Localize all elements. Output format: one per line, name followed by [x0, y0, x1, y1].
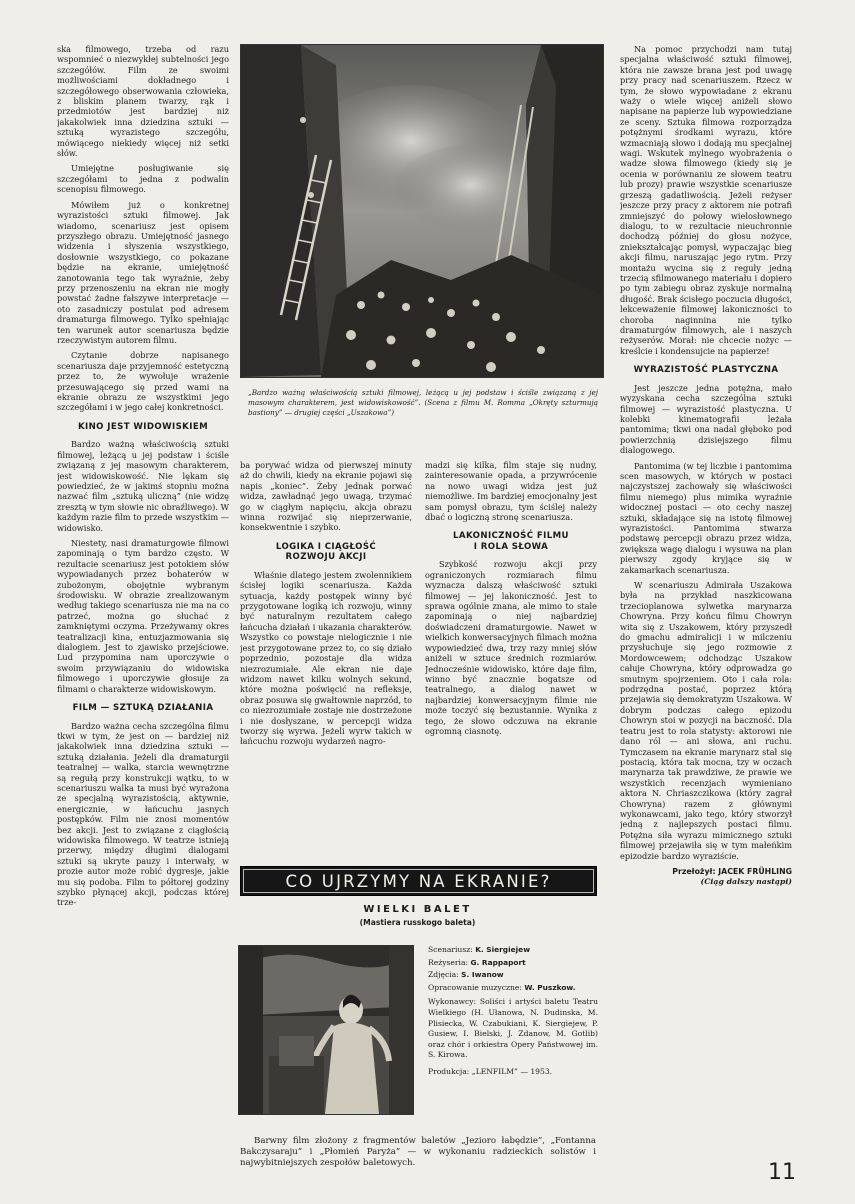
battle-scene-image — [241, 45, 603, 377]
section-heading: KINO JEST WIDOWISKIEM — [77, 421, 209, 432]
section-heading-line: LAKONICZNOŚĆ FILMU — [453, 531, 569, 542]
credit-camera — [428, 970, 598, 981]
paragraph: Na pomoc przychodzi nam tutaj specjalna właściwość sztuki filmowej, która nie zawsze brana jest pod uwagę przy pracy nad scenariuszem. Rzecz w tym, że słowo wypowiadane z ekranu waży o wiele więcej aniżeli słowo napisane na papierze lub wypowiedziane ze sceny. Sztuka filmowa rozporządza potężnymi środkami wyrazu, które wzmacniają słowo i dodają mu specjalnej wagi. Wskutek mylnego wyobrażenia o wadze słowa filmowego (kiedy się je ocenia w porównaniu ze słowem teatru lub prozy) prawie wszystkie scenariusze grzeszą gadatliwością. Jeżeli reżyser jeszcze przy pracy z aktorem nie potrafi zmniejszyć do połowy wielosłownego dialogu, to w rezultacie nieuchronnie dochodzą później do głosu nożyce, zniekształcając pomysł, wypaczając bieg akcji filmu, naruszając jego rytm. Przy montażu wycina się z reguły jedną trzecią sfilmowanego materiału i dopiero po tym zabiegu obraz zyskuje normalną długość. Brak ścisłego poczucia długości, lekceważenie filmowej lakoniczności to choroba naginnina nie tylko dramaturgów filmowych, ale i naszych reżyserów. Morał: nie chcecie nożyc — kreślcie i kondensujcie na papierze! — [620, 44, 792, 356]
continued-note: (Ciąg dalszy nastąpi) — [700, 877, 792, 887]
paragraph: Bardzo ważną właściwością sztuki filmowej, leżącą u jej podstaw i ściśle związaną z jej masowym charakterem, jest widowiskowość. Nie lękam się powiedzieć, że w jakimś stopniu można nazwać film „sztuką uliczną” (nie widzę zresztą w tym słowie nic obraźliwego). W każdym razie film to przede wszystkim — widowisko. — [57, 439, 229, 533]
credit-value: S. Iwanow — [461, 970, 504, 980]
column-2b — [425, 460, 597, 860]
photo-caption: „Bardzo ważną właściwością sztuki filmowej, leżącą u jej podstaw i ściśle związaną z jej masowym charakterem, jest widowiskowość”. (Scena z filmu M. Romma „Okręty szturmują bastiony” — drugiej części „Uszakowa”) — [248, 388, 598, 417]
paragraph: Pantomima (w tej liczbie i pantomima scen masowych, w których w postaci najczystszej zachowały się właściwości filmu niemego) plus mimika wyraźnie widocznej postaci — oto cechy naszej sztuki, składające się na istotę filmowej wyrazistości. Pantomima stwarza podstawę percepcji obrazu przez widza, zwiększa wagę dialogu i wysuwa na plan pierwszy zgody kryjące się w zakamarkach scenariusza. — [620, 460, 792, 575]
credit-label: Scenariusz: — [428, 945, 476, 954]
paragraph: madzi się kilka, film staje się nudny, zainteresowanie opada, a przywrócenie na nowo uwagi widza jest już niemożliwe. Im bardziej emocjonalny jest sam pomysł obrazu, tym ściślej należy dbać o logiczną stronę scenariusza. — [425, 460, 597, 523]
film-title: WIELKI BALET — [363, 904, 472, 915]
credit-cast: Wykonawcy: Soliści i artyści baletu Teatru Wielkiego (H. Ułanowa, N. Dudinska, M. Plisiecka, W. Czabukiani, K. Siergiejew, P. Gusiew, I. Bielski, J. Zdanow, M. Gotlib) oraz chór i orkiestra Opery Państwowej im. S. Kirowa. — [428, 997, 598, 1060]
paragraph: ska filmowego, trzeba od razu wspomnieć o niezwykłej subtelności jego szczegółów. Film ze swoimi możliwościami dokładnego i szczegółowego obserwowania człowieka, z bliskim planem twarzy, rąk i przedmiotów jest bardziej niż jakakolwiek inna dziedzina sztuki — sztuką wyrazistego szczegółu, mówiącego niekiedy więcej niż setki słów. — [57, 44, 229, 159]
section-heading: WYRAZISTOŚĆ PLASTYCZNA — [633, 365, 779, 376]
paragraph: Bardzo ważna cecha szczególna filmu tkwi w tym, że jest on — bardziej niż jakakolwiek inna dziedzina sztuki — sztuką działania. Jeżeli dla dramaturgii teatralnej — walka, starcia wewnętrzne są regułą przy konstrukcji wątku, to w scenariuszu walka ta musi być wyrażona ze specjalną wyrazistością, aktywnie, energicznie, w łańcuchu jasnych postępków. Film nie znosi momentów bez akcji. Jest to związane z ciągłością widowiska filmowego. W teatrze istnieją przerwy, między długimi dialogami sztuki są ukryte pauzy i interwały, w prozie autor może robić dygresje, jakie mu się podoba. Film to półtorej godziny szybko płynącej akcji, podczas której trze- — [57, 720, 229, 908]
paragraph: Niestety, nasi dramaturgowie filmowi zapominają o tym bardzo często. W rezultacie scenariusz jest potokiem słów wypowiadanych przez bohaterów w zubożonym, obojętnie wybranym środowisku. W obrazie zrealizowanym według takiego scenariusza nie ma na co patrzeć, można go słuchać z zamkniętymi oczyma. Przeżywamy okres teatralizacji kina, entuzjazmowania się dialogiem. Jest to zjawisko przejściowe. Lud przypomina nam uporczywie o swoim przywiązaniu do widowiska filmowego i uporczywie głosuje za filmami o charakterze widowiskowym. — [57, 537, 229, 694]
paragraph: W scenariuszu Admirała Uszakowa była na przykład naszkicowana trzecioplanowa sylwetka marynarza Chowryna. Przy końcu filmu Chowryn wita się z Uszakowem, który przyszedł do gmachu admiralicji i w milczeniu przysłuchuje się jego rozmowie z Mordowcewem; odchodząc Uszakow całuje Chowryna, który odprowadza go smutnym spojrzeniem. Oto i cała rola: podrzędna postać, poprzez którą przejawia się demokratyzm Uszakowa. W dobrym podczas całego epizodu Chowryn stoi w pozycji na baczność. Dla teatru jest to rola statysty: aktorowi nie dano ról — ani słowa, ani ruchu. Tymczasem na ekranie marynarz stał się postacią, która tak mocna, tzy w oczach marynarza tak prawdziwe, że prawie we wszystkich recenzjach wymieniano aktora N. Chriaszczikowa (który zagrał Chowryna) razem z głównymi wykonawcami, jako tego, który stworzył jedną z najlepszych postaci filmu. Potężna siła wyrazu mimicznego sztuki filmowej przejawiła się w tym małeńkim epizodzie bardzo wyraziście. — [620, 580, 792, 861]
column-1 — [57, 44, 229, 1182]
paragraph: Umiejętne posługiwanie się szczegółami to jedna z podwalin scenopisu filmowego. — [57, 163, 229, 195]
credit-label: Zdjęcia: — [428, 970, 462, 980]
paragraph: Właśnie dlatego jestem zwolennikiem ścisłej logiki scenariusza. Każda sytuacja, każdy postępek winny być przygotowane logiką ich rozwoju, winny być naturalnym rezultatem całego łańcucha działań i ukazania charakterów. Wszystko co powstaje nielogicznie i nie jest przygotowane przez to, co się działo poprzednio, pozostaje dla widza niezrozumiałe. Ale ekran nie daje widzom nawet kilku wolnych sekund, które można poświęcić na refleksje, obraz posuwa się gwałtownie naprzód, to co niezrozumiałe zostaje nie dostrzeżone i nie dosłyszane, w percepcji widza tworzy się wyrwa. Jeżeli wyrw takich w łańcuchu rozwoju wydarzeń nagro- — [240, 569, 412, 747]
battle-scene-photo — [240, 44, 604, 378]
credit-scenario — [428, 945, 598, 956]
paragraph: Czytanie dobrze napisanego scenariusza daje przyjemność estetyczną przez to, że wywołuje wrażenie przesuwającego się przed wami na ekranie obrazu ze wszystkimi jego szczegółami i w jego całej konkretności. — [57, 350, 229, 413]
credit-label: Opracowanie muzyczne: — [428, 982, 525, 992]
section-heading-line: ROZWOJU AKCJI — [285, 552, 367, 563]
column-2a — [240, 460, 412, 860]
credit-label: Reżyseria: — [428, 957, 471, 967]
credit-director — [428, 958, 598, 969]
paragraph: Szybkość rozwoju akcji przy ograniczonych rozmiarach filmu wyznacza dalszą właściwość sztuki filmowej — jej lakoniczność. Jest to sprawa ogólnie znana, ale mimo to stale zapominają o niej najbardziej doświadczeni dramaturgowie. Nawet w wielkich konwersacyjnych filmach można wypowiedzieć dwa, trzy razy mniej słów aniżeli w sztuce średnich rozmiarów. Jednocześnie widowisko, które daje film, winno być znacznie bogatsze od teatralnego, a dialog nawet w najbardziej konwersacyjnym filmie nie może toczyć się bezustannie. Wynika z tego, że słowo odczuwa na ekranie ogromną ciasnotę. — [425, 559, 597, 736]
page-number: 11 — [768, 1160, 796, 1185]
film-description: Barwny film złożony z fragmentów baletów „Jezioro łabędzie”, „Fontanna Bakczysaraju” i „Płomień Paryża” — w wykonaniu radzieckich solistów i najwybitniejszych zespołów baletowych. — [240, 1136, 596, 1168]
credit-production: Produkcja: „LENFILM” — 1953. — [428, 1066, 553, 1076]
credit-music — [428, 983, 598, 994]
section-heading — [425, 531, 597, 552]
section-heading-line: LOGIKA I CIĄGŁOŚĆ — [275, 541, 377, 552]
paragraph: Jest jeszcze jedna potężna, mało wyzyskana cecha szczególna sztuki filmowej — wyrazistość plastyczna. U kolebki kinematografii leżała pantomima; tkwi ona nadal głęboko pod powierzchnią dzisiejszego filmu dialogowego. — [620, 382, 792, 456]
section-banner: CO UJRZYMY NA EKRANIE? — [240, 866, 597, 896]
paragraph: ba porywać widza od pierwszej minuty aż do chwili, kiedy na ekranie pojawi się napis „koniec”. Żeby jednak porwać widza, zawładnąć jego uwagą, trzymać go w ciągłym napięciu, akcja obrazu winna rozwijać się nieprzerwanie, konsekwentnie i szybko. — [240, 460, 412, 533]
translator-credit: Przełożył: JACEK FRÜHLING — [672, 866, 792, 876]
paragraph: Mówiłem już o konkretnej wyrazistości sztuki filmowej. Jak wiadomo, scenariusz jest opisem przyszłego obrazu. Umiejętność jasnego widzenia i słyszenia wszystkiego, dosłownie wszystkiego, co pokazane będzie na ekranie, umiejętność zanotowania tego tak wyraźnie, żeby przy przenoszeniu na ekran nie mogły powstać żadne fałszywe interpretacje — oto zasadniczy postulat pod adresem dramaturga filmowego. Tylko spełniając ten warunek autor scenariusza będzie rzeczywistym autorem filmu. — [57, 199, 229, 345]
column-3 — [620, 44, 792, 1144]
section-heading-line: I ROLA SŁOWA — [473, 541, 549, 552]
film-subtitle: (Mastiera russkogo baleta) — [359, 918, 476, 927]
credit-value: G. Rappaport — [470, 957, 526, 967]
credit-value: K. Siergiejew — [475, 945, 531, 954]
section-heading: FILM — SZTUKĄ DZIAŁANIA — [72, 703, 214, 714]
section-heading — [240, 542, 412, 563]
ballet-scene-image — [239, 946, 413, 1114]
ballet-photo — [238, 945, 414, 1115]
credit-value: W. Puszkow. — [524, 982, 576, 992]
film-credits — [428, 945, 598, 1080]
